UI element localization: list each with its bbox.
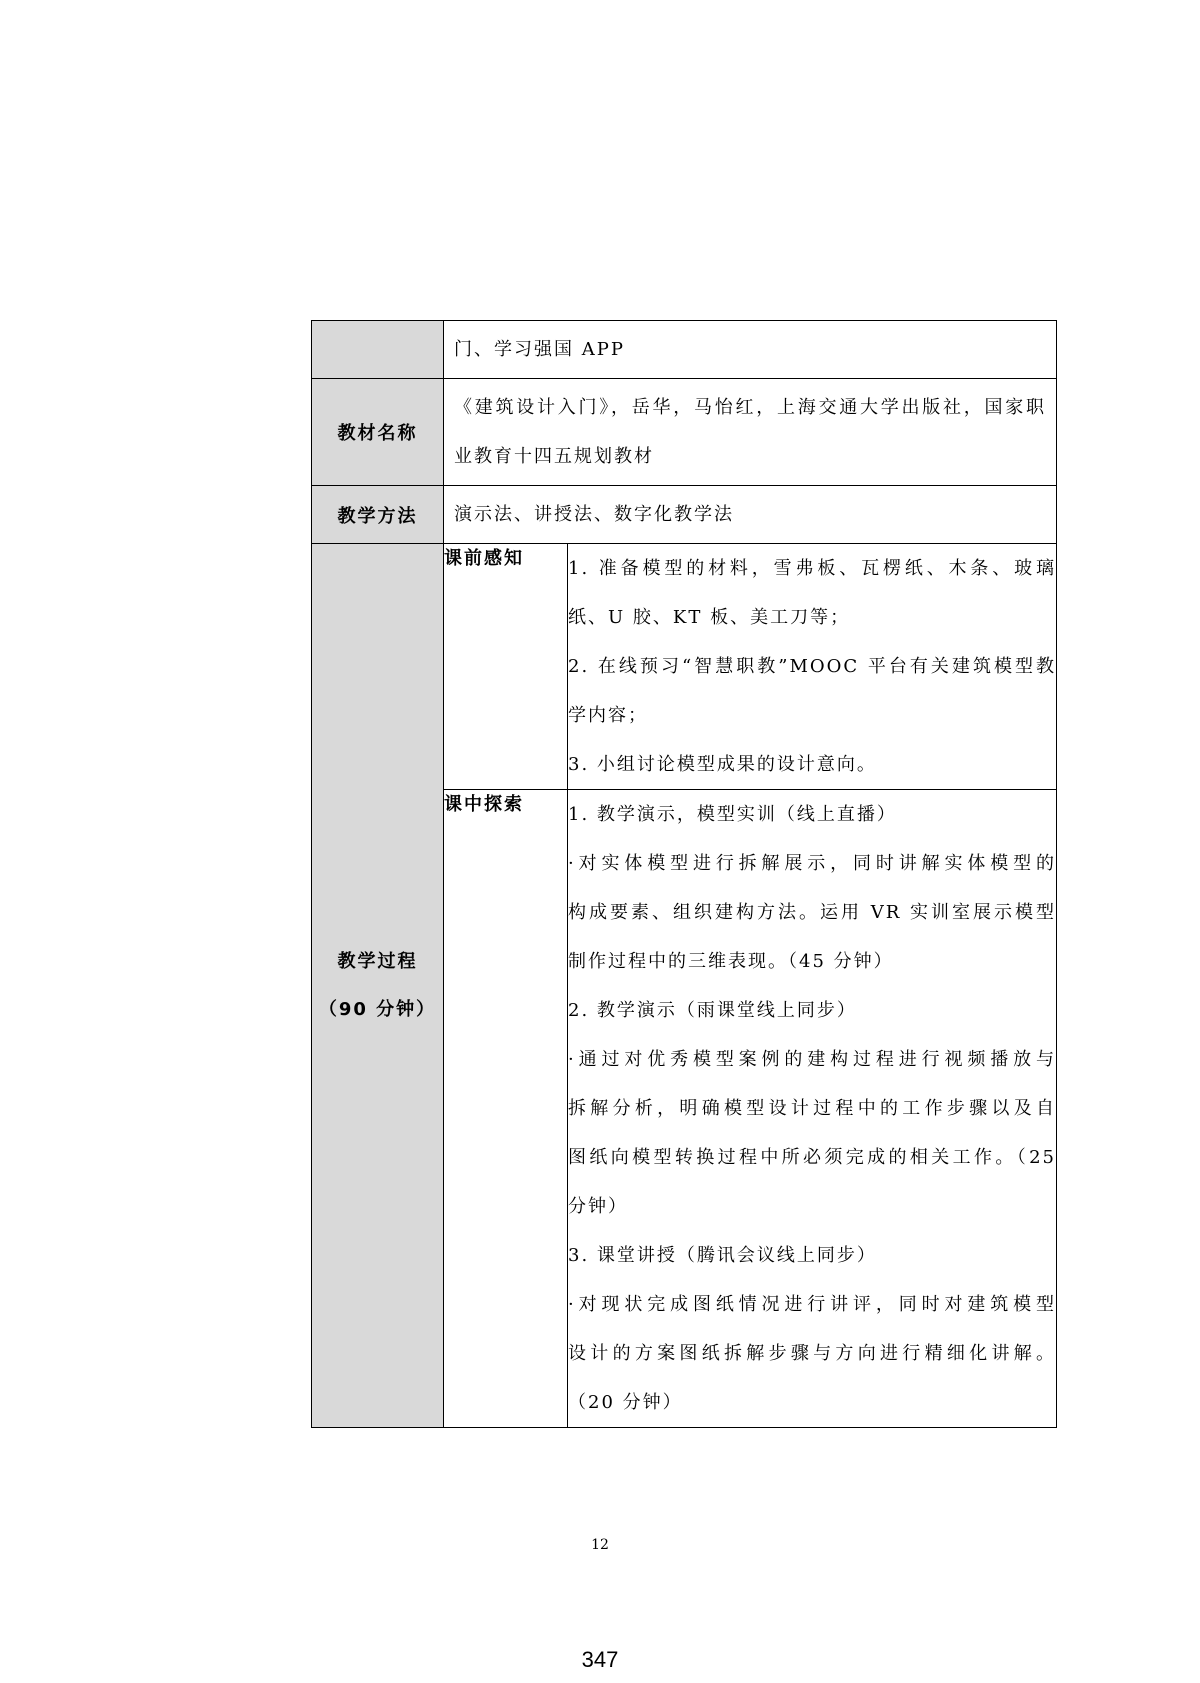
mid-line-10: 3. 课堂讲授（腾讯会议线上同步） xyxy=(568,1245,877,1266)
mid-line-8: 图纸向模型转换过程中所必须完成的相关工作。（25 xyxy=(568,1147,1057,1168)
pre-line-3: 2. 在线预习“智慧职教”MOOC 平台有关建筑模型教 xyxy=(568,656,1057,677)
pre-line-2: 纸、U 胶、KT 板、美工刀等； xyxy=(568,607,851,628)
process-label xyxy=(312,544,444,1428)
method-label: 教学方法 xyxy=(312,486,444,544)
resources-text: 门、学习强国 APP xyxy=(454,339,625,360)
in-class-stage: 课中探索 xyxy=(444,790,568,1428)
pre-line-4: 学内容； xyxy=(568,705,648,726)
in-class-content xyxy=(568,790,1057,1428)
pre-line-1: 1. 准备模型的材料，雪弗板、瓦楞纸、木条、玻璃 xyxy=(568,558,1057,579)
method-text: 演示法、讲授法、数字化教学法 xyxy=(454,504,734,525)
method-content xyxy=(444,486,1057,544)
method-row xyxy=(312,486,1057,544)
textbook-line-2: 业教育十四五规划教材 xyxy=(454,446,654,467)
mid-line-6: ·通过对优秀模型案例的建构过程进行视频播放与 xyxy=(568,1049,1057,1070)
mid-line-5: 2. 教学演示（雨课堂线上同步） xyxy=(568,1000,857,1021)
pre-class-row xyxy=(312,544,1057,790)
process-label-duration: （90 分钟） xyxy=(318,998,437,1020)
textbook-content xyxy=(444,379,1057,486)
pre-line-5: 3. 小组讨论模型成果的设计意向。 xyxy=(568,754,877,775)
mid-line-1: 1. 教学演示，模型实训（线上直播） xyxy=(568,804,897,825)
mid-line-9: 分钟） xyxy=(568,1196,628,1217)
mid-line-11: ·对现状完成图纸情况进行讲评，同时对建筑模型 xyxy=(568,1294,1057,1315)
pre-class-content xyxy=(568,544,1057,790)
inner-page-number: 12 xyxy=(591,1537,609,1553)
mid-line-2: ·对实体模型进行拆解展示，同时讲解实体模型的 xyxy=(568,853,1057,874)
mid-line-13: （20 分钟） xyxy=(568,1392,683,1413)
process-label-title: 教学过程 xyxy=(337,950,418,972)
textbook-label: 教材名称 xyxy=(312,379,444,486)
pre-class-stage: 课前感知 xyxy=(444,544,568,790)
lesson-plan-table xyxy=(311,320,1057,1428)
textbook-row xyxy=(312,379,1057,486)
resources-row xyxy=(312,321,1057,379)
mid-line-3: 构成要素、组织建构方法。运用 VR 实训室展示模型 xyxy=(568,902,1057,923)
outer-page-number: 347 xyxy=(581,1647,619,1672)
mid-line-4: 制作过程中的三维表现。（45 分钟） xyxy=(568,951,894,972)
resources-label-cell xyxy=(312,321,444,379)
resources-content xyxy=(444,321,1057,379)
mid-line-7: 拆解分析，明确模型设计过程中的工作步骤以及自 xyxy=(568,1098,1057,1119)
mid-line-12: 设计的方案图纸拆解步骤与方向进行精细化讲解。 xyxy=(568,1343,1057,1364)
textbook-line-1: 《建筑设计入门》，岳华，马怡红，上海交通大学出版社，国家职 xyxy=(454,397,1047,418)
